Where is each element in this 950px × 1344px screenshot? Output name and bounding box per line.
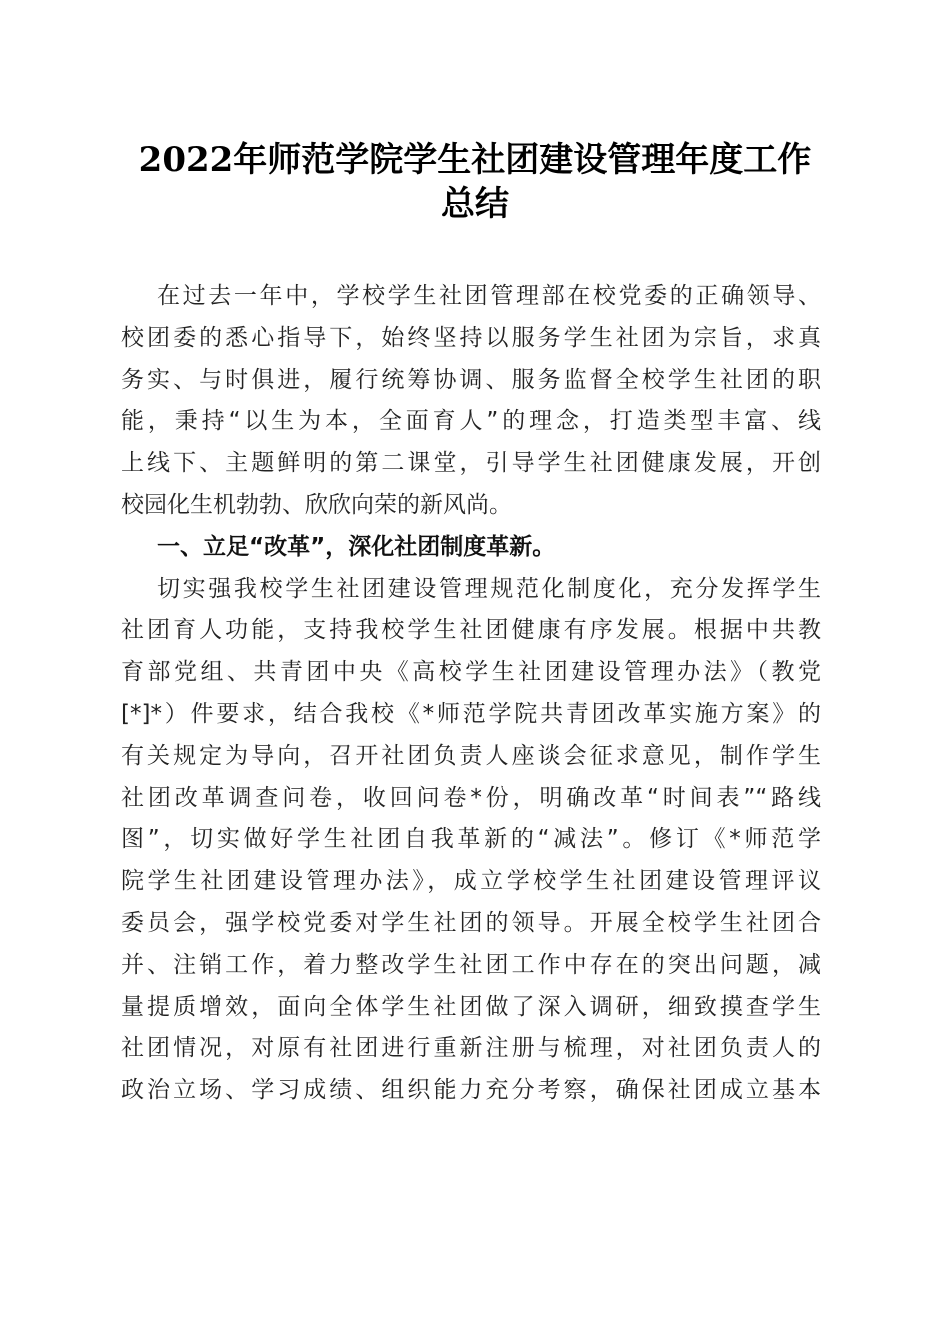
text-line: 并、注销工作，着力整改学生社团工作中存在的突出问题，减 <box>121 951 821 978</box>
text-line: 社团情况，对原有社团进行重新注册与梳理，对社团负责人的 <box>121 1035 821 1062</box>
text-line: 上线下、主题鲜明的第二课堂，引导学生社团健康发展，开创 <box>121 450 821 477</box>
text-line: 务实、与时俱进，履行统筹协调、服务监督全校学生社团的职 <box>121 366 821 393</box>
text-line: 育部党组、共青团中央《高校学生社团建设管理办法》（教党 <box>121 659 821 686</box>
text-line: 社团育人功能，支持我校学生社团健康有序发展。根据中共教 <box>121 617 821 644</box>
document-body <box>121 276 821 1112</box>
section-heading: 一、立足“改革”，深化社团制度革新。 <box>157 533 556 560</box>
document-title <box>120 138 830 226</box>
text-line: 委员会，强学校党委对学生社团的领导。开展全校学生社团合 <box>121 909 821 936</box>
text-line: 院学生社团建设管理办法》，成立学校学生社团建设管理评议 <box>121 868 821 895</box>
text-line: 图”，切实做好学生社团自我革新的“减法”。修订《*师范学 <box>121 826 821 853</box>
text-line: 量提质增效，面向全体学生社团做了深入调研，细致摸查学生 <box>121 993 821 1020</box>
paragraph-intro <box>121 276 821 527</box>
text-line: 有关规定为导向，召开社团负责人座谈会征求意见，制作学生 <box>121 742 821 769</box>
text-line: 在过去一年中，学校学生社团管理部在校党委的正确领导、 <box>157 283 821 309</box>
text-line: 校团委的悉心指导下，始终坚持以服务学生社团为宗旨，求真 <box>121 324 821 351</box>
paragraph-reform <box>121 569 821 1112</box>
text-line: 政治立场、学习成绩、组织能力充分考察，确保社团成立基本 <box>121 1077 821 1104</box>
title-line-1: 2022年师范学院学生社团建设管理年度工作 <box>138 140 812 180</box>
text-line: [*]*）件要求，结合我校《*师范学院共青团改革实施方案》的 <box>121 700 821 727</box>
title-line-2: 总结 <box>441 184 509 224</box>
text-line: 能，秉持“以生为本，全面育人”的理念，打造类型丰富、线 <box>121 408 821 435</box>
text-line: 校园化生机勃勃、欣欣向荣的新风尚。 <box>121 491 512 518</box>
text-line: 切实强我校学生社团建设管理规范化制度化，充分发挥学生 <box>157 575 821 602</box>
text-line: 社团改革调查问卷，收回问卷*份，明确改革“时间表”“路线 <box>121 784 821 811</box>
